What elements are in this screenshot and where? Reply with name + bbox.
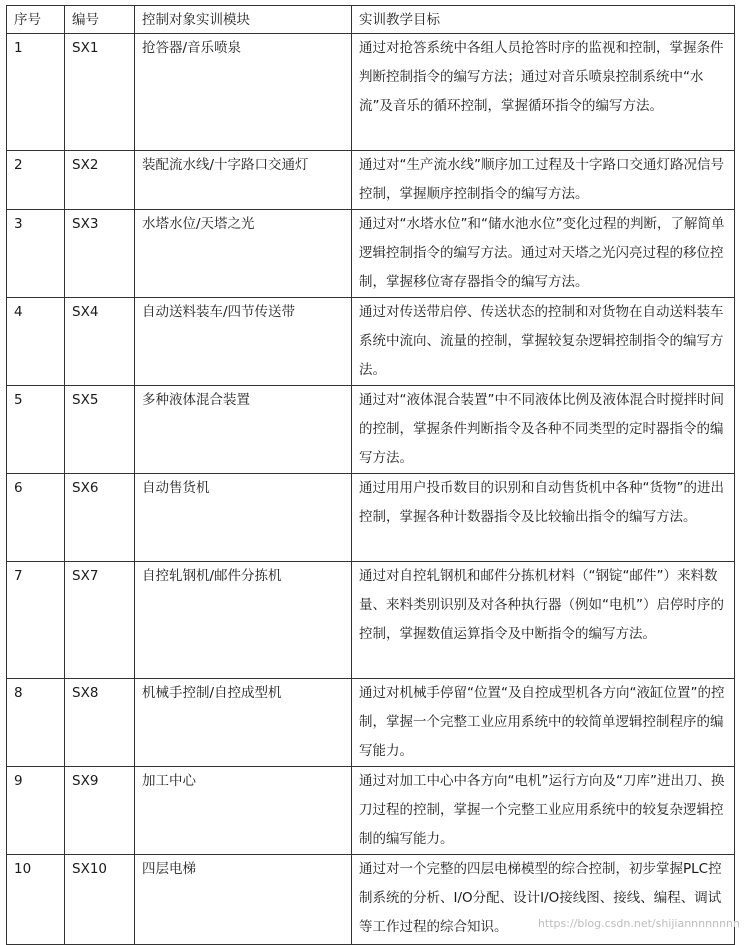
- table-row: [7, 298, 735, 386]
- row-no: 9: [7, 767, 65, 855]
- row-module: 加工中心: [135, 767, 352, 855]
- row-no: 8: [7, 679, 65, 767]
- row-module: 自控轧钢机/邮件分拣机: [135, 562, 352, 679]
- row-code: SX7: [65, 562, 135, 679]
- table-row: [7, 474, 735, 562]
- row-goal: 通过对“生产流水线”顺序加工过程及十字路口交通灯路况信号控制，掌握顺序控制指令的编写方法。: [352, 151, 735, 210]
- training-table: [6, 5, 735, 945]
- row-code: SX5: [65, 386, 135, 474]
- row-goal: 通过对“水塔水位”和“储水池水位”变化过程的判断，了解简单逻辑控制指令的编写方法。通过对天塔之光闪亮过程的移位控制，掌握移位寄存器指令的编写方法。: [352, 210, 735, 298]
- row-code: SX3: [65, 210, 135, 298]
- table-row: [7, 562, 735, 679]
- row-code: SX2: [65, 151, 135, 210]
- row-module: 水塔水位/天塔之光: [135, 210, 352, 298]
- table-row: [7, 151, 735, 210]
- table-row: [7, 34, 735, 151]
- row-module: 抢答器/音乐喷泉: [135, 34, 352, 151]
- row-goal: 通过对加工中心中各方向“电机”运行方向及“刀库”进出刀、换刀过程的控制，掌握一个完整工业应用系统中的较复杂逻辑控制的编写能力。: [352, 767, 735, 855]
- row-code: SX6: [65, 474, 135, 562]
- row-goal: 通过对一个完整的四层电梯模型的综合控制，初步掌握PLC控制系统的分析、I/O分配、设计I/O接线图、接线、编程、调试等工作过程的综合知识。: [352, 855, 735, 945]
- row-goal: 通过对抢答系统中各组人员抢答时序的监视和控制，掌握条件判断控制指令的编写方法；通过对音乐喷泉控制系统中“水流”及音乐的循环控制，掌握循环指令的编写方法。: [352, 34, 735, 151]
- row-module: 多种液体混合装置: [135, 386, 352, 474]
- row-no: 1: [7, 34, 65, 151]
- header-module: 控制对象实训模块: [135, 6, 352, 34]
- header-code: 编号: [65, 6, 135, 34]
- row-code: SX1: [65, 34, 135, 151]
- table-row: [7, 767, 735, 855]
- row-code: SX8: [65, 679, 135, 767]
- row-goal: 通过用用户投币数目的识别和自动售货机中各种“货物”的进出控制，掌握各种计数器指令及比较输出指令的编写方法。: [352, 474, 735, 562]
- row-no: 7: [7, 562, 65, 679]
- row-no: 2: [7, 151, 65, 210]
- row-module: 自动售货机: [135, 474, 352, 562]
- row-goal: 通过对机械手停留“位置“及自控成型机各方向“液缸位置”的控制，掌握一个完整工业应用系统中的较简单逻辑控制程序的编写能力。: [352, 679, 735, 767]
- table-row: [7, 855, 735, 945]
- header-goal: 实训教学目标: [352, 6, 735, 34]
- table-header-row: [7, 6, 735, 34]
- row-module: 自动送料装车/四节传送带: [135, 298, 352, 386]
- row-no: 3: [7, 210, 65, 298]
- row-code: SX10: [65, 855, 135, 945]
- row-module: 装配流水线/十字路口交通灯: [135, 151, 352, 210]
- row-goal: 通过对自控轧钢机和邮件分拣机材料（“钢锭“邮件”）来料数量、来料类别识别及对各种执行器（例如“电机”）启停时序的控制，掌握数值运算指令及中断指令的编写方法。: [352, 562, 735, 679]
- row-module: 机械手控制/自控成型机: [135, 679, 352, 767]
- row-module: 四层电梯: [135, 855, 352, 945]
- table-row: [7, 386, 735, 474]
- row-goal: 通过对“液体混合装置”中不同液体比例及液体混合时搅拌时间的控制，掌握条件判断指令及各种不同类型的定时器指令的编写方法。: [352, 386, 735, 474]
- table-row: [7, 210, 735, 298]
- table-row: [7, 679, 735, 767]
- row-no: 5: [7, 386, 65, 474]
- row-code: SX9: [65, 767, 135, 855]
- row-code: SX4: [65, 298, 135, 386]
- header-no: 序号: [7, 6, 65, 34]
- row-goal: 通过对传送带启停、传送状态的控制和对货物在自动送料装车系统中流向、流量的控制，掌握较复杂逻辑控制指令的编写方法。: [352, 298, 735, 386]
- watermark: https://blog.csdn.net/shijiannnnnnnn: [537, 917, 740, 930]
- row-no: 6: [7, 474, 65, 562]
- row-no: 4: [7, 298, 65, 386]
- row-no: 10: [7, 855, 65, 945]
